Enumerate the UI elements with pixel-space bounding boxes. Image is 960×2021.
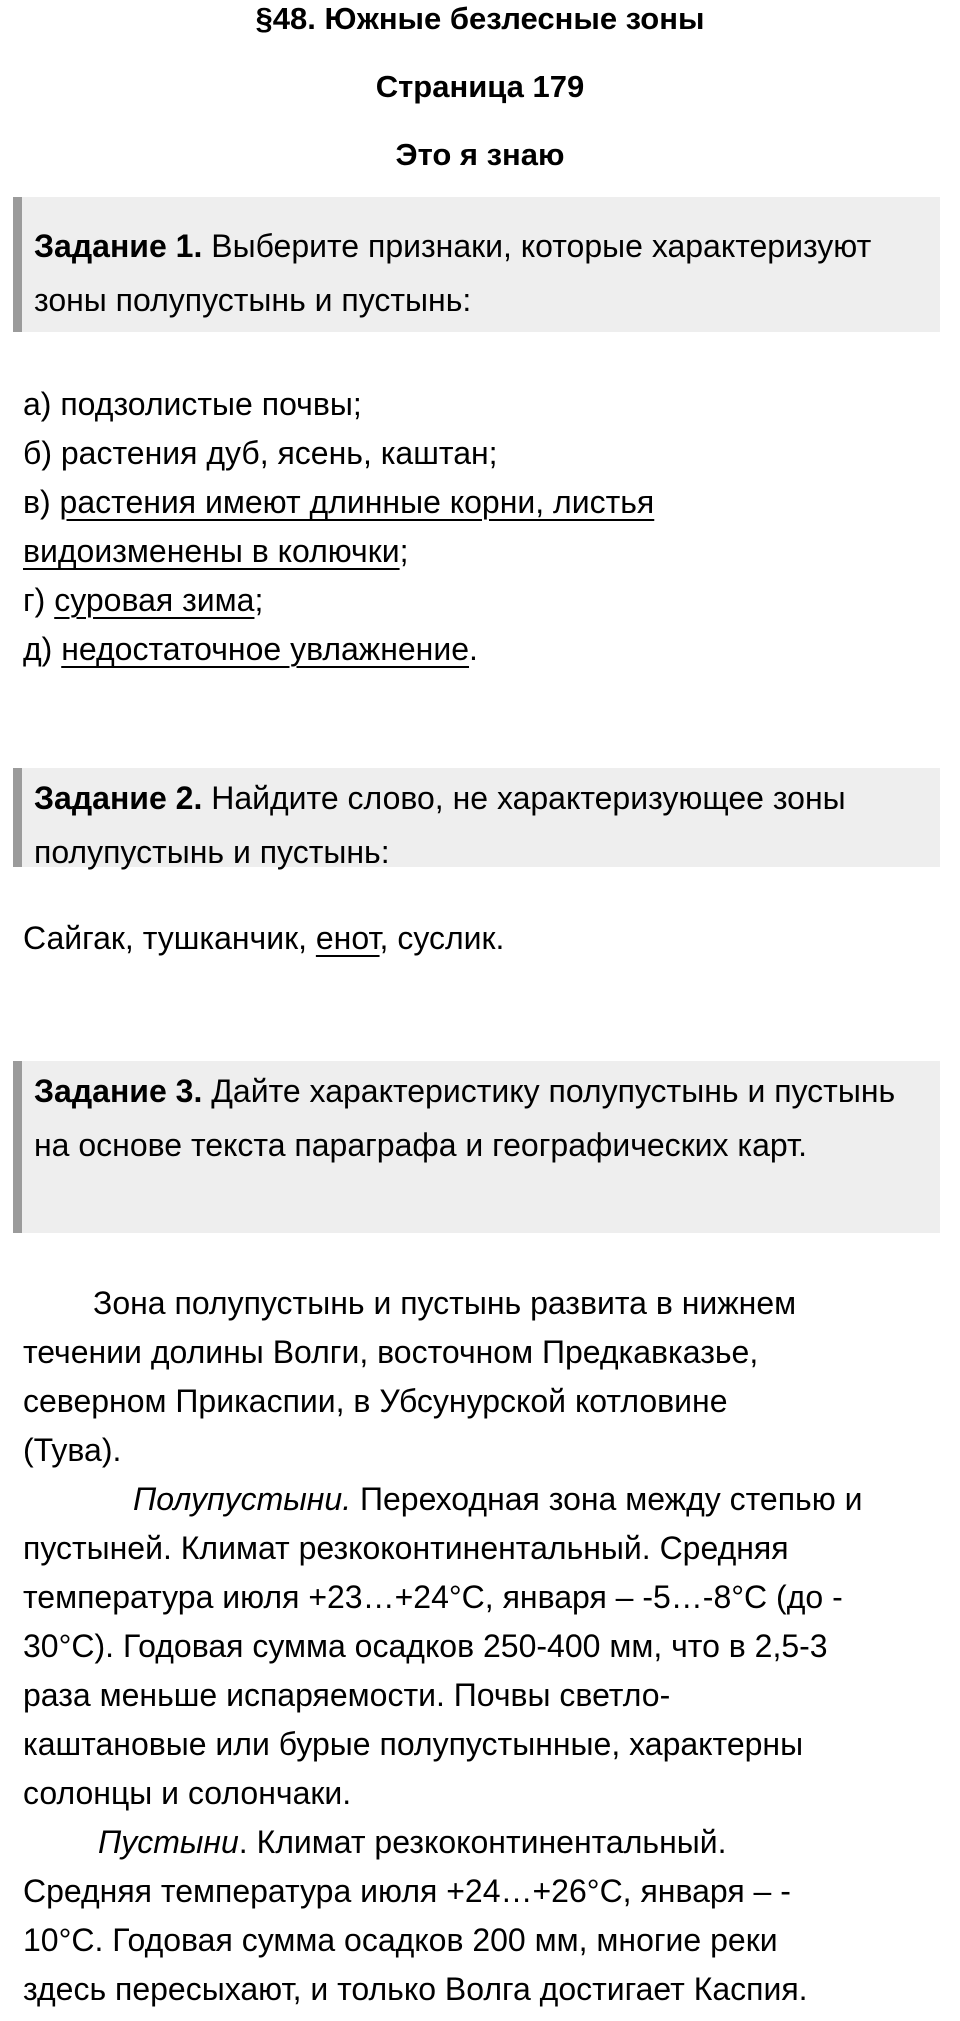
task-1-prompt: Выберите признаки, которые характеризуют зоны полупустынь и пустынь: [34, 228, 872, 318]
option-suffix: . [469, 631, 478, 667]
option-suffix: ; [352, 386, 362, 422]
task-2-prompt: Найдите слово, не характеризующее зоны полупустынь и пустынь: [34, 780, 846, 870]
paragraph-line: пустыней. Климат резкоконтинентальный. Средняя [23, 1530, 789, 1566]
task-3-label: Задание 3. [34, 1073, 203, 1109]
paragraph-line: температура июля +23…+24°С, января – -5…-8°С (до - [23, 1579, 843, 1615]
page-number: Страница 179 [375, 69, 585, 104]
task-3-box [13, 1061, 940, 1233]
answer-selected: енот [315, 920, 380, 956]
task-2-answer [23, 914, 943, 963]
paragraph-line: солонцы и солончаки. [23, 1775, 352, 1811]
answer-text: Сайгак, тушканчик, [23, 920, 316, 956]
desert-heading: Пустыни [98, 1824, 239, 1860]
task-3-prompt: Дайте характеристику полупустынь и пустынь на основе текста параграфа и географических карт. [34, 1073, 896, 1163]
answer-text: , суслик. [379, 920, 505, 956]
task-1-label: Задание 1. [34, 228, 203, 264]
semi-desert-first-line [23, 1475, 960, 1524]
task-1-option-e [23, 625, 943, 674]
paragraph-line: Средняя температура июля +24…+26°С, января – - [23, 1873, 791, 1909]
page-title: §48. Южные безлесные зоны [255, 1, 705, 36]
option-prefix: а) [23, 386, 61, 422]
option-text-selected: суровая зима [54, 582, 255, 618]
task-1-option-d [23, 576, 943, 625]
task-1-option-c [23, 478, 943, 527]
option-suffix: ; [488, 435, 498, 471]
semi-desert-heading: Полупустыни. [133, 1481, 352, 1517]
paragraph-line: здесь пересыхают, и только Волга достигает Каспия. [23, 1971, 808, 2007]
task-1-option-b [23, 429, 943, 478]
option-text-selected: растения имеют длинные корни, листья [59, 484, 655, 520]
option-prefix: в) [23, 484, 60, 520]
option-text-selected: видоизменены в колючки [23, 533, 400, 569]
option-text: растения дуб, ясень, каштан [60, 435, 489, 471]
option-suffix: ; [254, 582, 264, 618]
option-prefix: д) [23, 631, 62, 667]
section-heading: Это я знаю [395, 137, 565, 172]
paragraph-line: 10°С. Годовая сумма осадков 200 мм, многие реки [23, 1922, 778, 1958]
paragraph-line: 30°С). Годовая сумма осадков 250-400 мм, что в 2,5-3 [23, 1628, 828, 1664]
option-text-selected: недостаточное увлажнение [61, 631, 470, 667]
paragraph-text: . Климат резкоконтинентальный. [238, 1824, 727, 1860]
option-text: подзолистые почвы [60, 386, 353, 422]
paragraph-line: (Тува). [23, 1432, 122, 1468]
task-1-box [13, 197, 940, 332]
paragraph-line: течении долины Волги, восточном Предкавказье, [23, 1334, 759, 1370]
paragraph-line: северном Прикаспии, в Убсунурской котловине [23, 1383, 728, 1419]
option-prefix: б) [23, 435, 61, 471]
task-2-box [13, 768, 940, 870]
desert-first-line [23, 1818, 960, 1867]
paragraph-text: Переходная зона между степью и [351, 1481, 863, 1517]
task-1-option-c-cont [23, 527, 943, 576]
paragraph-line: раза меньше испаряемости. Почвы светло- [23, 1677, 671, 1713]
task-2-label: Задание 2. [34, 780, 203, 816]
option-suffix: ; [399, 533, 409, 569]
task-1-option-a [23, 380, 943, 429]
option-prefix: г) [23, 582, 55, 618]
paragraph-line: Зона полупустынь и пустынь развита в нижнем [93, 1285, 797, 1321]
paragraph-line: каштановые или бурые полупустынные, характерны [23, 1726, 804, 1762]
